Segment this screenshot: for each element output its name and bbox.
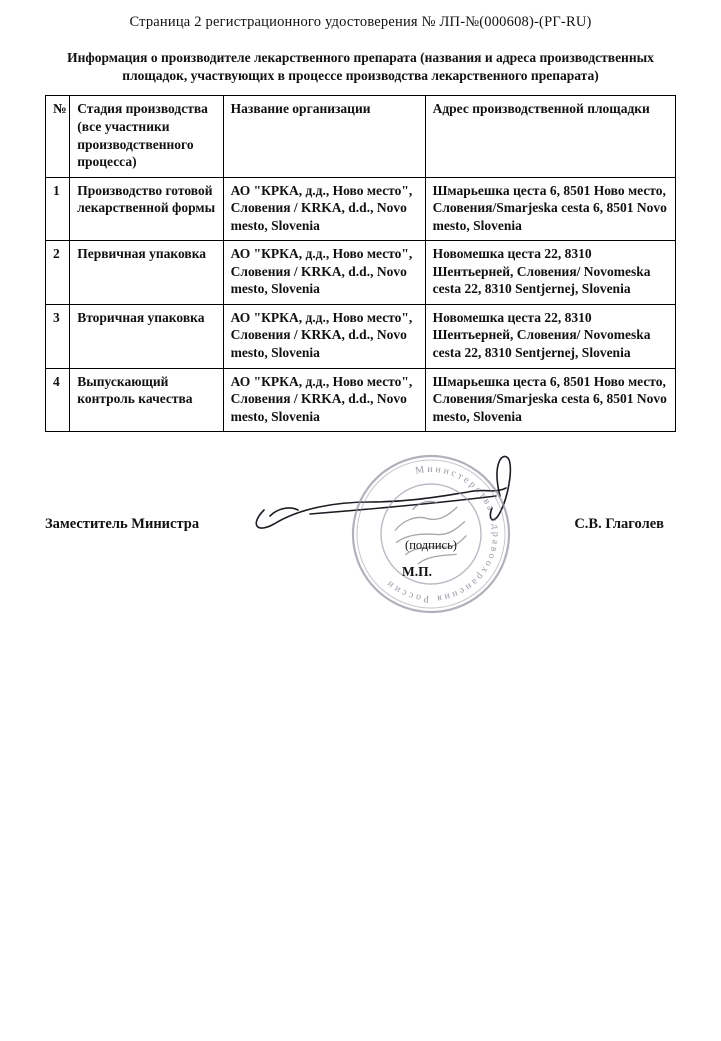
- cell-stage: Вторичная упаковка: [70, 304, 223, 368]
- cell-number: 3: [46, 304, 70, 368]
- cell-number: 4: [46, 368, 70, 432]
- cell-stage: Производство готовой лекарственной формы: [70, 177, 223, 241]
- cell-organization: АО "КРКА, д.д., Ново место", Словения / KRKA, d.d., Novo mesto, Slovenia: [223, 368, 425, 432]
- table-row: [46, 177, 676, 241]
- table-header-row: [46, 96, 676, 177]
- header-stage: Стадия производства (все участники производственного процесса): [70, 96, 223, 177]
- table-row: [46, 241, 676, 305]
- cell-stage: Выпускающий контроль качества: [70, 368, 223, 432]
- manufacturer-table: [45, 95, 676, 432]
- header-address: Адрес производственной площадки: [425, 96, 675, 177]
- stamp-arc-text: Министерства здравоохранения России: [383, 464, 502, 605]
- cell-address: Новомешка цеста 22, 8310 Шентьерней, Словения/ Novomeska cesta 22, 8310 Sentjernej, Slovenia: [425, 304, 675, 368]
- signer-name: С.В. Глаголев: [574, 516, 664, 533]
- cell-number: 1: [46, 177, 70, 241]
- header-number: №: [46, 96, 70, 177]
- cell-organization: АО "КРКА, д.д., Ново место", Словения / KRKA, d.d., Novo mesto, Slovenia: [223, 177, 425, 241]
- signature-caption: (подпись): [405, 538, 457, 553]
- cell-stage: Первичная упаковка: [70, 241, 223, 305]
- signature-block: [45, 446, 676, 621]
- cell-organization: АО "КРКА, д.д., Ново место", Словения / KRKA, d.d., Novo mesto, Slovenia: [223, 241, 425, 305]
- cell-organization: АО "КРКА, д.д., Ново место", Словения / KRKA, d.d., Novo mesto, Slovenia: [223, 304, 425, 368]
- seal-caption: М.П.: [402, 564, 432, 580]
- header-organization: Название организации: [223, 96, 425, 177]
- page-subtitle: Информация о производителе лекарственного препарата (названия и адреса производственных площадок, участвующих в процессе производства лекарственного препарата): [67, 50, 654, 84]
- table-body: [46, 177, 676, 432]
- cell-address: Новомешка цеста 22, 8310 Шентьерней, Словения/ Novomeska cesta 22, 8310 Sentjernej, Slovenia: [425, 241, 675, 305]
- table-row: [46, 304, 676, 368]
- cell-address: Шмарьешка цеста 6, 8501 Ново место, Словения/Smarjeska cesta 6, 8501 Novo mesto, Slovenia: [425, 177, 675, 241]
- table-row: [46, 368, 676, 432]
- page-title: Страница 2 регистрационного удостоверения № ЛП-№(000608)-(РГ-RU): [129, 14, 592, 30]
- cell-address: Шмарьешка цеста 6, 8501 Ново место, Словения/Smarjeska cesta 6, 8501 Novo mesto, Slovenia: [425, 368, 675, 432]
- signer-title: Заместитель Министра: [45, 516, 200, 533]
- cell-number: 2: [46, 241, 70, 305]
